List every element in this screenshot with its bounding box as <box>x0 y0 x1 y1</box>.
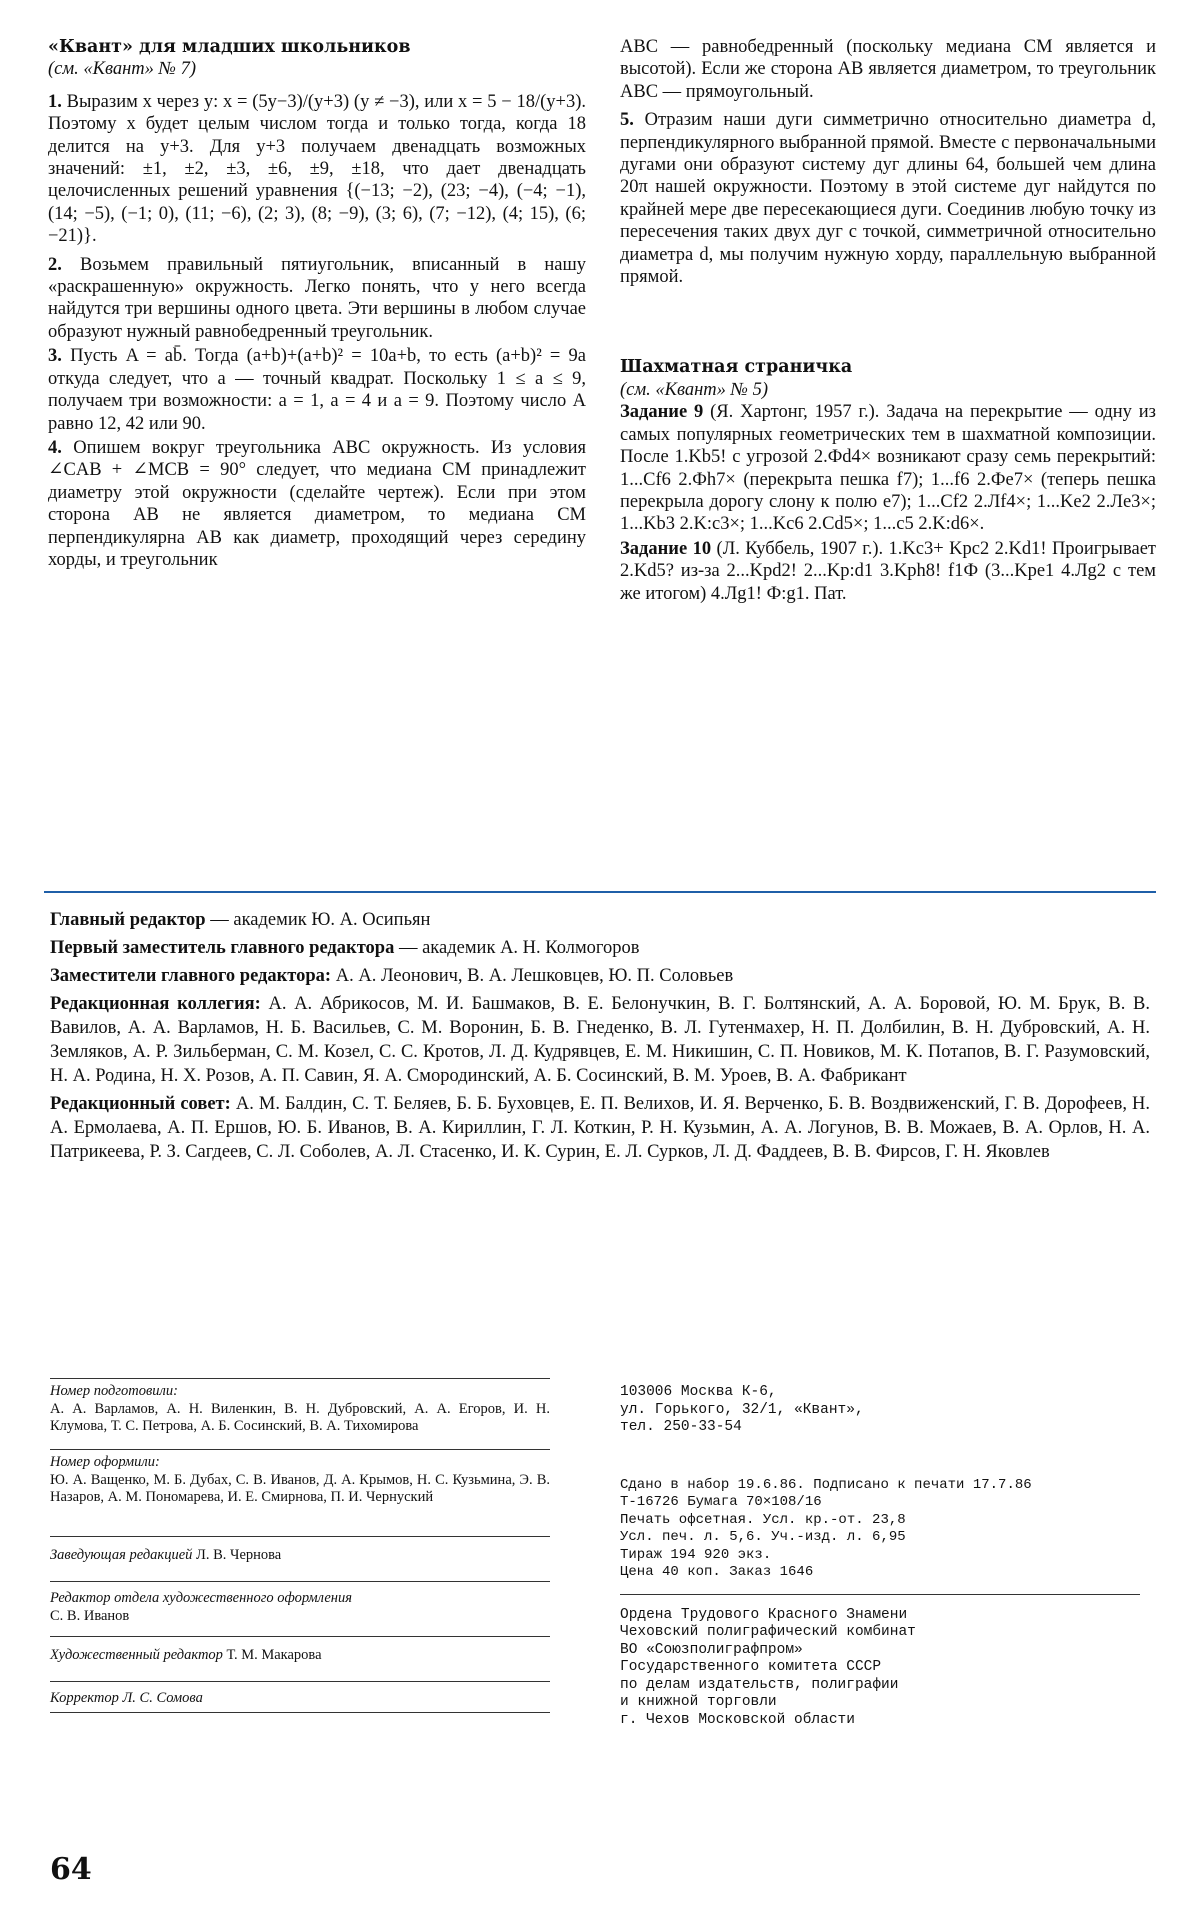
credit-block <box>50 1449 550 1536</box>
answer-item-3 <box>48 345 586 435</box>
masthead-text: А. М. Балдин, С. Т. Беляев, Б. Б. Буховцев, Е. П. Велихов, И. Я. Верченко, Б. В. Воздвиженский, Г. В. Дорофеев, Н. А. Ермолаева, А. П. Ершов, Ю. Б. Иванов, В. А. Кириллин, Г. Л. Коткин, Р. Н. Кузьмин, А. А. Логунов, В. В. Можаев, В. А. Орлов, Н. А. Патрикеева, Р. З. Сагдеев, С. Л. Соболев, А. Л. Стасенко, И. К. Сурин, Е. Л. Сурков, Л. Д. Фаддеев, В. В. Фирсов, Г. Н. Яковлев <box>50 1094 1150 1162</box>
answer-item-5 <box>620 109 1156 288</box>
section-title: «Квант» для младших школьников <box>48 37 411 57</box>
credit-text: Л. В. Чернова <box>196 1547 282 1563</box>
credit-text: А. А. Варламов, А. Н. Виленкин, В. Н. Дубровский, А. А. Егоров, И. Н. Клумова, Т. С. Петрова, А. Б. Сосинский, В. А. Тихомирова <box>50 1400 550 1434</box>
masthead-line <box>50 936 1150 960</box>
continuation-text: ABC — равнобедренный (поскольку медиана CM является и высотой). Если же сторона AB является диаметром, то треугольник ABC — прямоугольный. <box>620 37 1156 102</box>
credit-label: Номер оформили: <box>50 1454 160 1470</box>
credit-block <box>50 1636 550 1681</box>
task-text: (Л. Куббель, 1907 г.). 1.Kc3+ Kpc2 2.Kd1! Проигрывает 2.Kd5? из-за 2...Kpd2! 2...Kp:d1 3.Kph8! f1Ф (3...Kpe1 4.Лg2 с тем же итогом) 4.Лg1! Ф:g1. Пат. <box>620 538 1156 604</box>
masthead <box>50 908 1150 1168</box>
credit-text: С. В. Иванов <box>50 1607 130 1624</box>
credit-text: Т. М. Макарова <box>226 1647 322 1663</box>
left-column <box>48 36 586 573</box>
printer-info: Ордена Трудового Красного Знамени Чеховский полиграфический комбинат ВО «Союзполиграфпром» Государственного комитета СССР по делам издательств, полиграфии и книжной торговли г. Чехов Московской области <box>620 1606 916 1728</box>
credit-block <box>50 1536 550 1581</box>
item-number: 5. <box>620 110 634 131</box>
item-text: Возьмем правильный пятиугольник, вписанный в нашу «раскрашенную» окружность. Легко понять, что у него всегда найдутся три вершины одного цвета. Эти вершины в любом случае образуют нужный равнобедренный треугольник. <box>48 254 586 342</box>
masthead-label: Первый заместитель главного редактора <box>50 938 395 958</box>
footer-divider <box>620 1594 1140 1595</box>
chess-title: Шахматная страничка <box>620 357 853 378</box>
task-label: Задание 9 <box>620 402 704 423</box>
masthead-text: — академик А. Н. Колмогоров <box>394 938 640 958</box>
item-number: 1. <box>48 91 62 112</box>
answer-item-2 <box>48 254 586 344</box>
footer-divider <box>50 1712 550 1713</box>
credit-label: Заведующая редакцией <box>50 1547 193 1563</box>
credit-label: Художественный редактор <box>50 1647 223 1663</box>
masthead-label: Заместители главного редактора: <box>50 966 332 986</box>
masthead-line <box>50 964 1150 988</box>
item-number: 4. <box>48 437 62 458</box>
item-text: Опишем вокруг треугольника ABC окружность. Из условия ∠CAB + ∠MCB = 90° следует, что медиана CM принадлежит диаметру этой окружности (сделайте чертеж). Если при этом сторона AB не является диаметром, то медиана CM перпендикулярна AB как диаметр, проходящий через середину хорды, и треугольник <box>48 437 586 570</box>
masthead-line <box>50 908 1150 932</box>
masthead-text: А. А. Леонович, В. А. Лешковцев, Ю. П. Соловьев <box>331 966 734 986</box>
masthead-label: Редакционный совет: <box>50 1094 231 1114</box>
masthead-label: Редакционная коллегия: <box>50 994 261 1014</box>
chess-ref: (см. «Квант» № 5) <box>620 379 769 400</box>
page-number: 64 <box>50 1852 92 1887</box>
footer-publisher <box>620 1384 1160 1729</box>
item-text: Пусть A = ab̄. Тогда (a+b)+(a+b)² = 10a+b, то есть (a+b)² = 9a откуда следует, что a — точный квадрат. Поскольку 1 ≤ a ≤ 9, получаем три возможности: a = 1, a = 4 и a = 9. Поэтому число A равно 12, 42 или 90. <box>48 346 587 434</box>
item-number: 2. <box>48 254 62 275</box>
item-text: Отразим наши дуги симметрично относительно диаметра d, перпендикулярного выбранной прямой. Вместе с первоначальными дугами они образуют систему дуг длины 64, большей чем длина 20π нашей окружности. Поэтому в этой системе дуг найдутся по крайней мере две пересекающиеся дуги. Соединив любую точку из пересечения таких двух дуг с точкой, симметричной относительно диаметра d, мы получим нужную хорду, параллельную выбранной прямой. <box>620 110 1156 288</box>
section-ref: (см. «Квант» № 7) <box>48 59 197 80</box>
masthead-line <box>50 992 1150 1088</box>
credit-label: Редактор отдела художественного оформления <box>50 1590 352 1606</box>
masthead-text: А. А. Абрикосов, М. И. Башмаков, В. Е. Белонучкин, В. Г. Болтянский, А. А. Боровой, Ю. М. Брук, В. В. Вавилов, А. А. Варламов, Н. Б. Васильев, С. М. Воронин, Б. В. Гнеденко, В. Л. Гутенмахер, Н. П. Долбилин, В. Н. Дубровский, А. Н. Земляков, А. Р. Зильберман, С. М. Козел, С. С. Кротов, Л. Д. Кудрявцев, Е. М. Никишин, С. П. Новиков, М. К. Потапов, В. Г. Разумовский, Н. А. Родина, Н. Х. Розов, А. П. Савин, Я. А. Смородинский, А. Б. Сосинский, В. М. Уроев, В. А. Фабрикант <box>50 994 1151 1086</box>
item-text: Выразим x через y: x = (5y−3)/(y+3) (y ≠ −3), или x = 5 − 18/(y+3). Поэтому x будет целым числом тогда и только тогда, когда 18 делится на y+3. Для y+3 получаем двенадцать возможных значений: ±1, ±2, ±3, ±6, ±9, ±18, что дает двенадцать целочисленных решений уравнения {(−13; −2), (23; −4), (−4; −1), (14; −5), (−1; 0), (11; −6), (2; 3), (8; −9), (3; 6), (7; −12), (4; 15), (6; −21)}. <box>48 91 586 247</box>
credit-text: Ю. А. Ващенко, М. Б. Дубах, С. В. Иванов, Д. А. Крымов, Н. С. Кузьмина, Э. В. Назаров, А. М. Пономарева, И. Е. Смирнова, П. И. Чернуский <box>50 1471 550 1505</box>
credit-block <box>50 1581 550 1636</box>
credit-label: Номер подготовили: <box>50 1383 178 1399</box>
right-column <box>620 36 1156 607</box>
chess-task-10 <box>620 538 1156 605</box>
masthead-text: — академик Ю. А. Осипьян <box>205 910 431 930</box>
section-divider <box>44 891 1156 893</box>
answer-item-1 <box>48 91 586 248</box>
footer-credits <box>50 1378 550 1713</box>
item-number: 3. <box>48 346 62 367</box>
answer-item-4 <box>48 437 586 571</box>
masthead-label: Главный редактор <box>50 910 206 930</box>
chess-task-9 <box>620 401 1156 535</box>
task-label: Задание 10 <box>620 538 712 559</box>
print-info: Сдано в набор 19.6.86. Подписано к печати 17.7.86 Т-16726 Бумага 70×108/16 Печать офсетная. Усл. кр.-от. 23,8 Усл. печ. л. 5,6. Уч.-изд. л. 6,95 Тираж 194 920 экз. Цена 40 коп. Заказ 1646 <box>620 1476 1032 1580</box>
credit-text: Л. С. Сомова <box>122 1690 203 1706</box>
editorial-address: 103006 Москва К-6, ул. Горького, 32/1, «Квант», тел. 250-33-54 <box>620 1384 864 1435</box>
credit-block <box>50 1378 550 1449</box>
task-text: (Я. Хартонг, 1957 г.). Задача на перекрытие — одну из самых популярных геометрических тем в шахматной композиции. После 1.Kb5! с угрозой 2.Фd4× возникают сразу семь перекрытий: 1...Cf6 2.Фh7× (перекрыта пешка f7); 1...f6 2.Фe7× (теперь пешка перекрыла дорогу слону к полю e7); 1...Cf2 2.Лf4×; 1...Ke2 2.Лe3×; 1...Kb3 2.K:c3×; 1...Kc6 2.Cd5×; 1...c5 2.K:d6×. <box>620 402 1156 535</box>
masthead-line <box>50 1092 1150 1164</box>
credit-block <box>50 1681 550 1712</box>
credit-label: Корректор <box>50 1690 119 1706</box>
